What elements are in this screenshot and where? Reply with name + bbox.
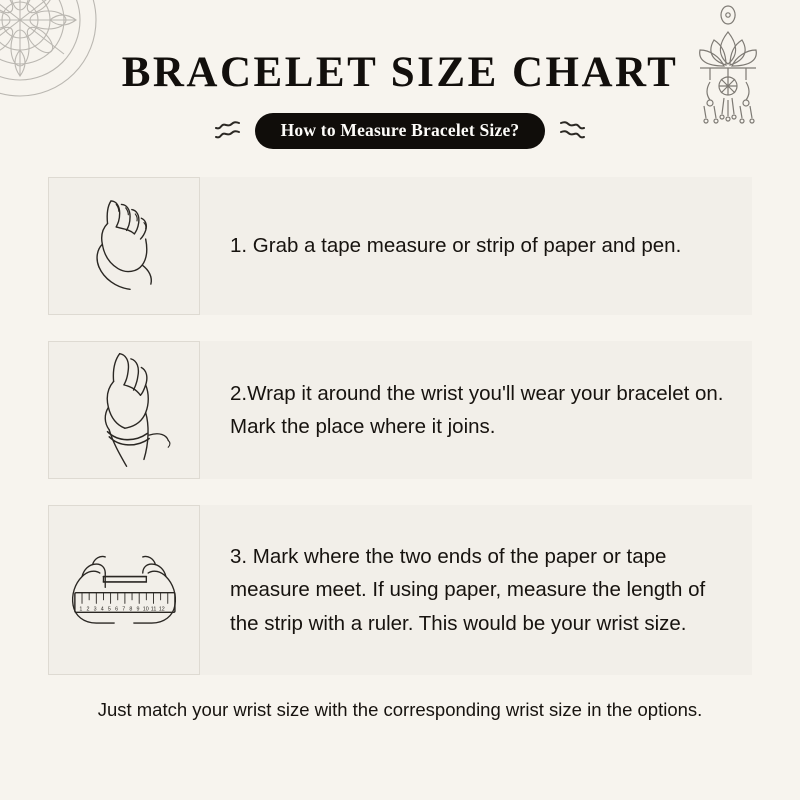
page-title: BRACELET SIZE CHART <box>121 49 679 96</box>
svg-text:9: 9 <box>136 606 140 613</box>
hand-with-tape-around-wrist-illustration <box>48 341 200 479</box>
page-header <box>0 0 800 149</box>
svg-text:11: 11 <box>150 606 157 613</box>
svg-text:6: 6 <box>115 606 119 613</box>
steps-list <box>0 177 800 675</box>
list-item <box>48 505 752 675</box>
svg-text:8: 8 <box>129 606 133 613</box>
svg-text:5: 5 <box>107 606 111 613</box>
hands-measuring-strip-with-ruler-illustration <box>48 505 200 675</box>
flourish-icon <box>557 118 587 144</box>
svg-text:3: 3 <box>93 606 97 613</box>
subtitle-row <box>0 113 800 149</box>
svg-text:12: 12 <box>158 606 165 613</box>
subtitle-pill: How to Measure Bracelet Size? <box>255 113 546 149</box>
step-text: 3. Mark where the two ends of the paper or tape measure meet. If using paper, measure the length of the strip with a ruler. This would be your wrist size. <box>230 545 706 635</box>
step-text: 1. Grab a tape measure or strip of paper and pen. <box>230 234 682 258</box>
step-text: 2.Wrap it around the wrist you'll wear your bracelet on. Mark the place where it joins. <box>230 381 724 438</box>
list-item <box>48 177 752 315</box>
svg-text:1: 1 <box>79 606 83 613</box>
list-item <box>48 341 752 479</box>
flourish-icon <box>213 118 243 144</box>
svg-text:10: 10 <box>142 606 149 613</box>
hand-fist-illustration <box>48 177 200 315</box>
footer-note: Just match your wrist size with the corresponding wrist size in the options. <box>97 699 703 720</box>
svg-text:4: 4 <box>100 606 104 613</box>
svg-text:2: 2 <box>86 606 90 613</box>
svg-text:7: 7 <box>122 606 126 613</box>
